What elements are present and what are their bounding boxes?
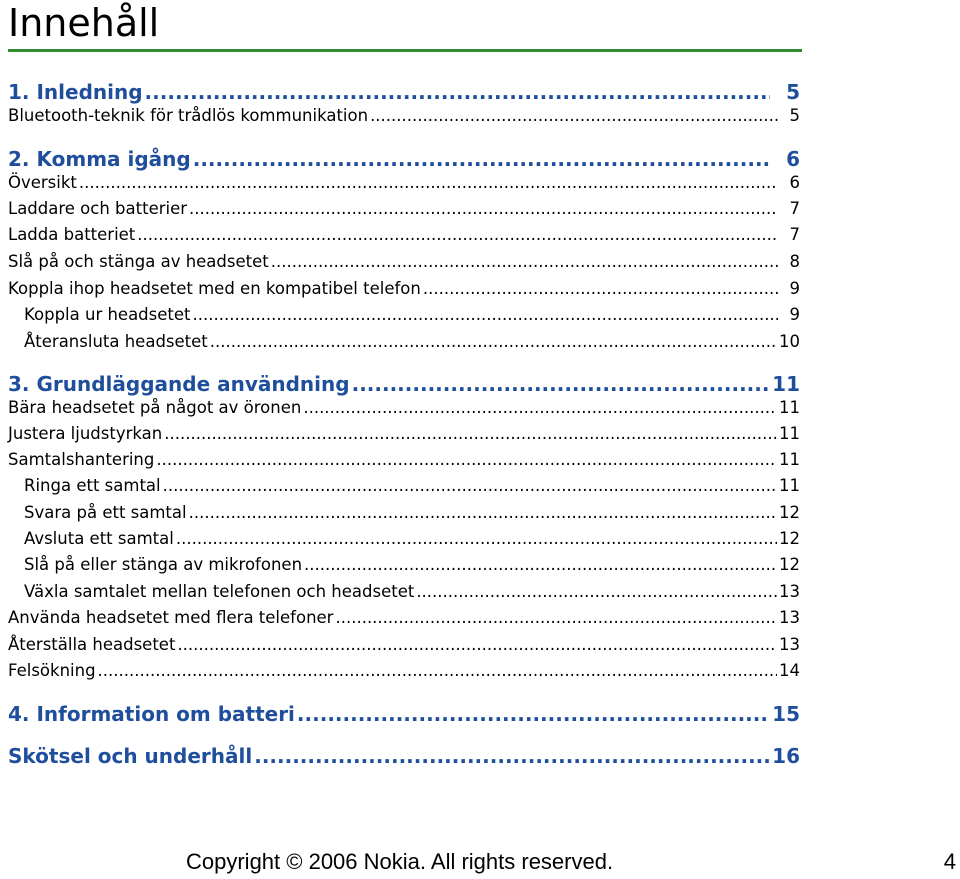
toc-dot-leader bbox=[98, 659, 777, 683]
toc-entry-row[interactable] bbox=[8, 659, 800, 683]
toc-section-row[interactable] bbox=[8, 700, 800, 728]
toc-page-number: 9 bbox=[789, 279, 800, 298]
toc-entry-title: Översikt bbox=[8, 173, 77, 192]
toc-entry-row[interactable] bbox=[8, 606, 800, 630]
toc-entry-row[interactable] bbox=[8, 197, 800, 221]
toc-dot-leader bbox=[163, 474, 777, 498]
toc-entry-row[interactable] bbox=[8, 171, 800, 195]
toc-entry-row[interactable] bbox=[24, 330, 800, 354]
toc-entry-row[interactable] bbox=[24, 553, 800, 577]
toc-dot-leader bbox=[164, 422, 777, 446]
toc-page-number: 11 bbox=[779, 398, 800, 417]
toc-entry-title: Slå på och stänga av headsetet bbox=[8, 252, 269, 271]
toc-page-number: 13 bbox=[779, 608, 800, 627]
toc-page-number: 12 bbox=[779, 503, 800, 522]
toc-dot-leader bbox=[210, 330, 777, 354]
toc-dot-leader bbox=[297, 700, 770, 728]
toc-page-number: 7 bbox=[789, 225, 800, 244]
toc-dot-leader bbox=[189, 501, 777, 525]
toc-entry-row[interactable] bbox=[8, 223, 800, 247]
toc-page-number: 14 bbox=[779, 661, 800, 680]
toc-dot-leader bbox=[145, 78, 770, 106]
toc-dot-leader bbox=[176, 527, 777, 551]
toc-entry-title: Samtalshantering bbox=[8, 450, 155, 469]
toc-dot-leader bbox=[271, 250, 778, 274]
toc-entry-title: Slå på eller stänga av mikrofonen bbox=[24, 555, 303, 574]
toc-entry-row[interactable] bbox=[24, 474, 800, 498]
toc-entry-title: Felsökning bbox=[8, 661, 96, 680]
toc-page-number: 6 bbox=[786, 147, 800, 171]
toc-entry-row[interactable] bbox=[8, 250, 800, 274]
toc-entry-title: Laddare och batterier bbox=[8, 199, 188, 218]
toc-page-number: 9 bbox=[789, 305, 800, 324]
toc-dot-leader bbox=[193, 145, 770, 173]
toc-page-number: 10 bbox=[779, 332, 800, 351]
toc-entry-row[interactable] bbox=[8, 104, 800, 128]
toc-page-number: 6 bbox=[789, 173, 800, 192]
footer-copyright: Copyright © 2006 Nokia. All rights reserved. bbox=[186, 849, 614, 874]
toc-entry-row[interactable] bbox=[24, 580, 800, 604]
toc-entry-title: Växla samtalet mellan telefonen och headsetet bbox=[24, 582, 415, 601]
toc-section-row[interactable] bbox=[8, 78, 800, 106]
footer-page-number: 4 bbox=[943, 849, 956, 874]
toc-entry-title: 2. Komma igång bbox=[8, 147, 191, 171]
toc-dot-leader bbox=[304, 553, 777, 577]
toc-dot-leader bbox=[177, 633, 777, 657]
toc-entry-title: 3. Grundläggande användning bbox=[8, 372, 350, 396]
toc-dot-leader bbox=[156, 448, 777, 472]
toc-page-number: 11 bbox=[772, 372, 800, 396]
toc-dot-leader bbox=[303, 396, 777, 420]
toc-entry-title: Koppla ihop headsetet med en kompatibel telefon bbox=[8, 279, 421, 298]
toc-entry-row[interactable] bbox=[8, 396, 800, 420]
toc-entry-title: Svara på ett samtal bbox=[24, 503, 187, 522]
toc-dot-leader bbox=[189, 197, 778, 221]
toc-page-number: 5 bbox=[786, 80, 800, 104]
toc-entry-row[interactable] bbox=[8, 277, 800, 301]
toc-entry-row[interactable] bbox=[8, 633, 800, 657]
toc-page-number: 7 bbox=[789, 199, 800, 218]
toc-page-number: 11 bbox=[779, 450, 800, 469]
toc-page-number: 16 bbox=[772, 744, 800, 768]
toc-entry-title: Justera ljudstyrkan bbox=[8, 424, 163, 443]
toc-dot-leader bbox=[352, 370, 770, 398]
page-title: Innehåll bbox=[8, 1, 160, 45]
toc-dot-leader bbox=[370, 104, 778, 128]
toc-page-number: 13 bbox=[779, 635, 800, 654]
toc-section-row[interactable] bbox=[8, 742, 800, 770]
toc-page-number: 11 bbox=[779, 476, 800, 495]
toc-entry-row[interactable] bbox=[8, 422, 800, 446]
toc-page-number: 13 bbox=[779, 582, 800, 601]
toc-dot-leader bbox=[193, 303, 779, 327]
toc-page-number: 12 bbox=[779, 555, 800, 574]
toc-page-number: 8 bbox=[789, 252, 800, 271]
toc-entry-title: Bluetooth-teknik för trådlös kommunikation bbox=[8, 106, 369, 125]
toc-dot-leader bbox=[423, 277, 778, 301]
toc-entry-title: Återansluta headsetet bbox=[24, 332, 208, 351]
toc-page-number: 11 bbox=[779, 424, 800, 443]
toc-entry-row[interactable] bbox=[24, 303, 800, 327]
toc-entry-title: Avsluta ett samtal bbox=[24, 529, 174, 548]
toc-section-row[interactable] bbox=[8, 370, 800, 398]
toc-entry-row[interactable] bbox=[24, 527, 800, 551]
toc-dot-leader bbox=[254, 742, 770, 770]
toc-entry-title: Bära headsetet på något av öronen bbox=[8, 398, 302, 417]
toc-page-number: 5 bbox=[789, 106, 800, 125]
toc-page-number: 12 bbox=[779, 529, 800, 548]
heading-rule bbox=[8, 49, 802, 52]
toc-entry-row[interactable] bbox=[8, 448, 800, 472]
toc-page-number: 15 bbox=[772, 702, 800, 726]
toc-entry-title: Använda headsetet med flera telefoner bbox=[8, 608, 334, 627]
toc-dot-leader bbox=[137, 223, 778, 247]
toc-entry-title: 1. Inledning bbox=[8, 80, 143, 104]
toc-entry-title: Ringa ett samtal bbox=[24, 476, 161, 495]
toc-dot-leader bbox=[335, 606, 777, 630]
toc-dot-leader bbox=[416, 580, 777, 604]
toc-section-row[interactable] bbox=[8, 145, 800, 173]
toc-entry-title: Ladda batteriet bbox=[8, 225, 136, 244]
toc-dot-leader bbox=[79, 171, 778, 195]
toc-entry-title: Återställa headsetet bbox=[8, 635, 176, 654]
toc-entry-title: 4. Information om batteri bbox=[8, 702, 295, 726]
toc-entry-row[interactable] bbox=[24, 501, 800, 525]
toc-entry-title: Koppla ur headsetet bbox=[24, 305, 191, 324]
toc-entry-title: Skötsel och underhåll bbox=[8, 744, 253, 768]
